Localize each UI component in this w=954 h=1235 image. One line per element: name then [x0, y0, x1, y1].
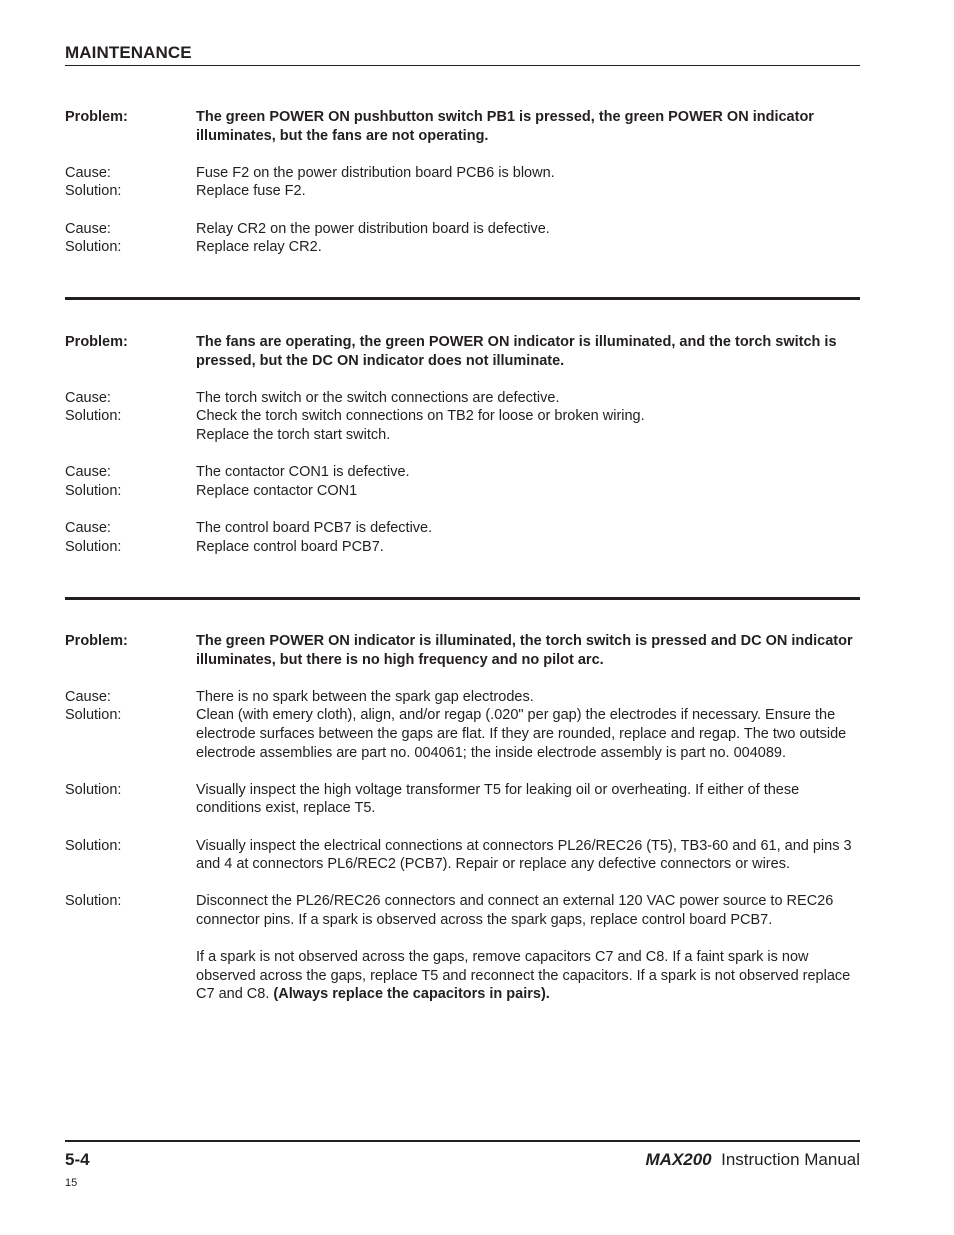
- final-note-row: [65, 948, 860, 1004]
- problem-label: Problem:: [65, 633, 128, 649]
- cause-row: [65, 164, 860, 183]
- final-note-text: If a spark is not observed across the gaps, remove capacitors C7 and C8. If a faint spark is now observed across the gaps, replace T5 and reconnect the capacitors. If a spark is not observed replace C7 and C8.: [196, 949, 851, 1003]
- section-divider: [65, 297, 860, 300]
- cause-row: [65, 220, 860, 239]
- solution-label: Solution:: [65, 837, 122, 854]
- solution-row: [65, 837, 860, 874]
- header-divider: [65, 65, 860, 66]
- cause-label: Cause:: [65, 464, 111, 481]
- cause-label: Cause:: [65, 164, 111, 181]
- solution-label: Solution:: [65, 408, 122, 425]
- problem-text: The green POWER ON indicator is illuminated, the torch switch is pressed and DC ON indicator illuminates, but there is no high frequency and no pilot arc.: [196, 633, 853, 668]
- solution-label: Solution:: [65, 893, 122, 910]
- cause-row: [65, 519, 860, 538]
- solution-text: Replace contactor CON1: [196, 482, 358, 499]
- solution-text: Replace fuse F2.: [196, 183, 306, 200]
- solution-row: [65, 482, 860, 501]
- solution-text-extra: Replace the torch start switch.: [196, 426, 391, 443]
- cause-text: Relay CR2 on the power distribution board is defective.: [196, 220, 550, 237]
- solution-text: Disconnect the PL26/REC26 connectors and connect an external 120 VAC power source to REC26 connector pins. If a spark is observed across the spark gaps, replace control board PCB7.: [196, 893, 834, 928]
- solution-text: Replace control board PCB7.: [196, 538, 384, 555]
- cause-label: Cause:: [65, 688, 111, 705]
- cause-label: Cause:: [65, 389, 111, 406]
- troubleshooting-section-3: [65, 632, 860, 1004]
- cause-row: [65, 688, 860, 707]
- cause-text: The contactor CON1 is defective.: [196, 464, 410, 481]
- solution-label: Solution:: [65, 183, 122, 200]
- troubleshooting-section-2: [65, 333, 860, 556]
- small-page-number: 15: [65, 1177, 78, 1189]
- problem-row: [65, 333, 860, 370]
- problem-row: [65, 632, 860, 669]
- cause-text: There is no spark between the spark gap electrodes.: [196, 688, 534, 705]
- solution-label: Solution:: [65, 781, 122, 798]
- cause-row: [65, 463, 860, 482]
- final-note: [196, 948, 860, 1004]
- solution-row: [65, 182, 860, 201]
- cause-label: Cause:: [65, 220, 111, 237]
- cause-text: The control board PCB7 is defective.: [196, 519, 433, 536]
- solution-label: Solution:: [65, 538, 122, 555]
- solution-row: [65, 426, 860, 445]
- problem-row: [65, 108, 860, 145]
- solution-text: Check the torch switch connections on TB2 for loose or broken wiring.: [196, 408, 645, 425]
- section-divider: [65, 597, 860, 600]
- manual-title: [646, 1150, 861, 1170]
- problem-text: The green POWER ON pushbutton switch PB1 is pressed, the green POWER ON indicator illuminates, but the fans are not operating.: [196, 109, 814, 144]
- solution-row: [65, 892, 860, 929]
- solution-text: Replace relay CR2.: [196, 239, 322, 256]
- page-number: 5-4: [65, 1150, 90, 1169]
- solution-label: Solution:: [65, 482, 122, 499]
- solution-row: [65, 706, 860, 762]
- solution-label: Solution:: [65, 707, 122, 724]
- solution-text: Visually inspect the electrical connections at connectors PL26/REC26 (T5), TB3-60 and 61, and pins 3 and 4 at connectors PL6/REC2 (PCB7). Repair or replace any defective connectors or wires.: [196, 837, 852, 873]
- problem-text: The fans are operating, the green POWER ON indicator is illuminated, and the torch switch is pressed, but the DC ON indicator does not illuminate.: [196, 334, 837, 369]
- footer-divider: [65, 1140, 860, 1142]
- solution-row: [65, 407, 860, 426]
- model-name: MAX200: [645, 1150, 712, 1169]
- solution-text: Clean (with emery cloth), align, and/or regap (.020" per gap) the electrodes if necessary. Ensure the electrode surfaces between the gaps are flat. If they are rounded, replace and regap. The two outside electrode assemblies are part no. 004061; the inside electrode assembly is part no. 004089.: [196, 707, 847, 761]
- manual-title-text: Instruction Manual: [721, 1150, 860, 1169]
- solution-label: Solution:: [65, 239, 122, 256]
- solution-row: [65, 781, 860, 818]
- final-note-emphasis: (Always replace the capacitors in pairs).: [273, 986, 550, 1003]
- page-header-title: MAINTENANCE: [65, 43, 192, 62]
- cause-text: Fuse F2 on the power distribution board PCB6 is blown.: [196, 164, 555, 181]
- problem-label: Problem:: [65, 109, 128, 125]
- solution-row: [65, 538, 860, 557]
- cause-label: Cause:: [65, 519, 111, 536]
- solution-row: [65, 238, 860, 257]
- cause-row: [65, 389, 860, 408]
- problem-label: Problem:: [65, 334, 128, 350]
- troubleshooting-section-1: [65, 108, 860, 257]
- solution-text: Visually inspect the high voltage transformer T5 for leaking oil or overheating. If either of these conditions exist, replace T5.: [196, 781, 800, 817]
- cause-text: The torch switch or the switch connections are defective.: [196, 389, 560, 406]
